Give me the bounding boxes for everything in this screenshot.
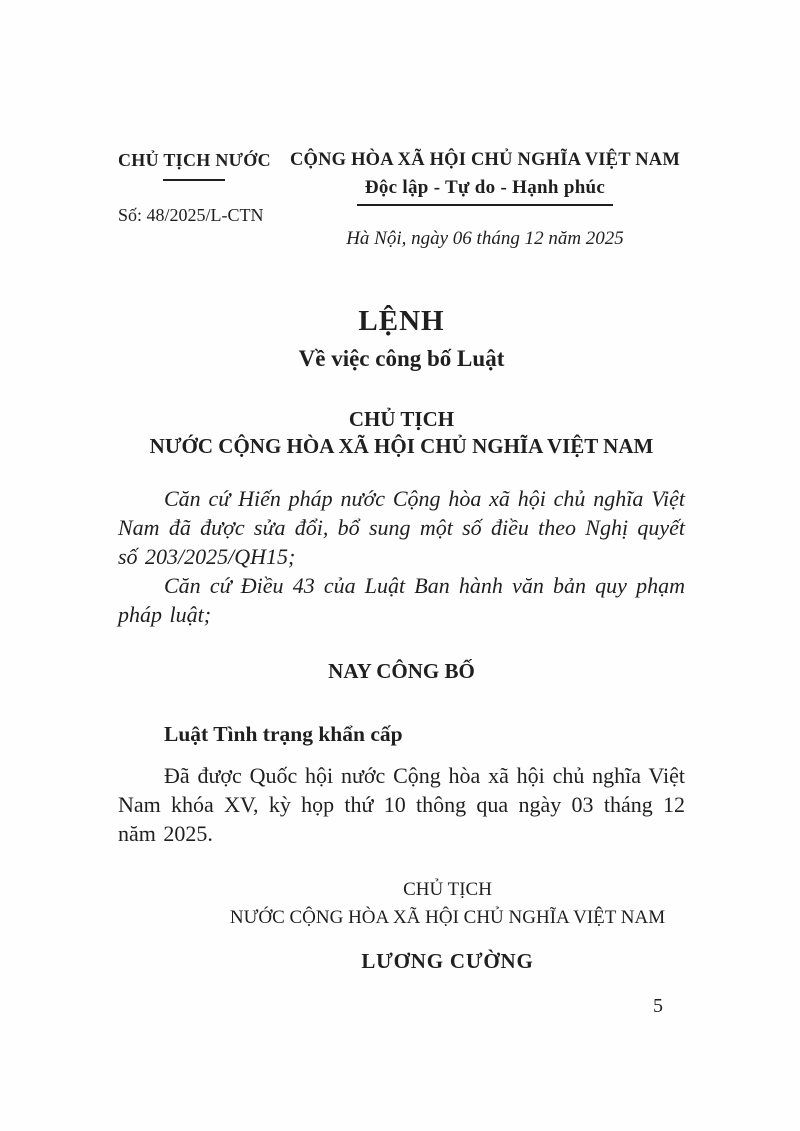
signer-name: LƯƠNG CƯỜNG bbox=[361, 949, 534, 974]
order-subtitle: Về việc công bố Luật bbox=[298, 345, 505, 371]
issuer-block bbox=[118, 150, 271, 226]
law-name: Luật Tình trạng khẩn cấp bbox=[164, 722, 403, 747]
proclamation-heading: NAY CÔNG BỐ bbox=[328, 659, 475, 684]
recital-paragraph-1: Căn cứ Hiến pháp nước Cộng hòa xã hội chủ nghĩa Việt Nam đã được sửa đổi, bổ sung một số điều theo Nghị quyết số 203/2025/QH15; bbox=[118, 486, 685, 570]
passage-paragraph: Đã được Quốc hội nước Cộng hòa xã hội chủ nghĩa Việt Nam khóa XV, kỳ họp thứ 10 thông qua ngày 03 tháng 12 năm 2025. bbox=[118, 763, 685, 847]
page-number: 5 bbox=[653, 995, 663, 1017]
signature-title-line2: NƯỚC CỘNG HÒA XÃ HỘI CHỦ NGHĨA VIỆT NAM bbox=[229, 906, 666, 928]
authority-heading bbox=[118, 406, 685, 461]
order-title-block bbox=[118, 304, 685, 372]
authority-line2: NƯỚC CỘNG HÒA XÃ HỘI CHỦ NGHĨA VIỆT NAM bbox=[149, 434, 654, 459]
national-motto: Độc lập - Tự do - Hạnh phúc bbox=[357, 177, 613, 206]
dateline: Hà Nội, ngày 06 tháng 12 năm 2025 bbox=[346, 228, 624, 249]
recitals-section bbox=[118, 484, 685, 629]
recital-paragraph-2: Căn cứ Điều 43 của Luật Ban hành văn bản quy phạm pháp luật; bbox=[118, 573, 685, 628]
document-header bbox=[118, 150, 685, 250]
order-title: LỆNH bbox=[358, 305, 445, 337]
national-header-block bbox=[285, 150, 685, 250]
authority-line1: CHỦ TỊCH bbox=[348, 406, 455, 431]
signature-block bbox=[210, 876, 685, 977]
national-title: CỘNG HÒA XÃ HỘI CHỦ NGHĨA VIỆT NAM bbox=[289, 150, 681, 170]
issuer-underline bbox=[163, 179, 225, 181]
issuer-title: CHỦ TỊCH NƯỚC bbox=[118, 150, 271, 170]
signature-title-line1: CHỦ TỊCH bbox=[403, 879, 492, 901]
document-number: Số: 48/2025/L-CTN bbox=[118, 205, 264, 225]
national-motto-row bbox=[285, 171, 685, 206]
